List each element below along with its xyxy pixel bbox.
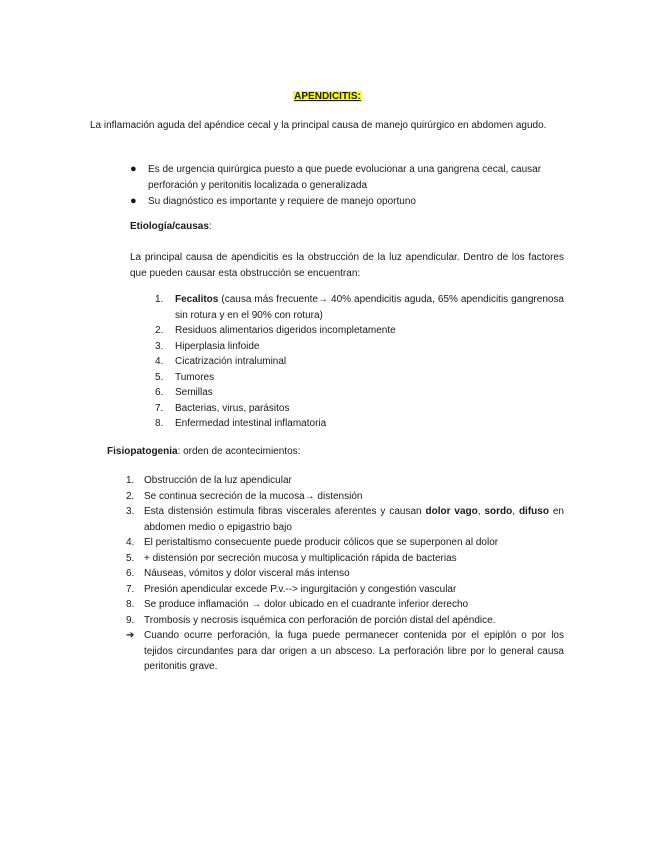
bullet-dot-icon: ●	[130, 163, 137, 175]
arrow-right-icon: ➔	[126, 630, 135, 641]
list-item: 9. Trombosis y necrosis isquémica con perforación de porción distal del apéndice.	[126, 614, 496, 626]
intro-paragraph: La inflamación aguda del apéndice cecal y la principal causa de manejo quirúrgico en abdomen agudo.	[90, 120, 547, 131]
bullet-list	[130, 162, 564, 211]
list-item: 3. Esta distensión estimula fibras viscerales aferentes y causan dolor vago, sordo, difuso en abdomen medio o epigastrio bajo	[126, 506, 564, 533]
bullet-item: ● Su diagnóstico es importante y requiere de manejo oportuno	[130, 194, 564, 210]
list-item: 1. Obstrucción de la luz apendicular	[126, 475, 292, 486]
causes-list	[155, 292, 564, 432]
etiologia-paragraph: La principal causa de apendicitis es la obstrucción de la luz apendicular. Dentro de los factores que pueden causar esta obstrucción se encuentran:	[130, 252, 564, 279]
list-item: 4. Cicatrización intraluminal	[155, 356, 287, 367]
list-item: 6. Semillas	[155, 387, 213, 398]
page-title: APENDICITIS:	[294, 91, 361, 102]
list-item: ➔ Cuando ocurre perforación, la fuga puede permanecer contenida por el epiplón o por los tejidos circundantes para dar origen a un absceso. La perforación libre por lo general causa peritonitis grave.	[126, 630, 564, 672]
list-item: 1. Fecalitos (causa más frecuente→ 40% apendicitis aguda, 65% apendicitis gangrenosa sin rotura y en el 90% con rotura)	[155, 294, 564, 321]
title-row	[0, 89, 655, 105]
list-item: 7. Presión apendicular excede P.v.--> ingurgitación y congestión vascular	[126, 583, 457, 595]
list-item: 3. Hiperplasia linfoide	[155, 340, 260, 352]
fisiopatogenia-heading: Fisiopatogenia: orden de acontecimientos:	[107, 446, 301, 457]
list-item: 7. Bacterias, virus, parásitos	[155, 402, 290, 414]
list-item: 2. Residuos alimentarios digeridos incompletamente	[155, 325, 396, 336]
list-item: 5. + distensión por secreción mucosa y multiplicación rápida de bacterias	[126, 552, 457, 564]
bullet-item: ● Es de urgencia quirúrgica puesto a que puede evolucionar a una gangrena cecal, causar perforación y peritonitis localizada o generalizada	[130, 163, 542, 191]
list-item: 6. Náuseas, vómitos y dolor visceral más intenso	[126, 568, 350, 579]
events-list	[126, 473, 564, 675]
list-item: 2. Se continua secreción de la mucosa→ distensión	[126, 490, 363, 502]
list-item: 8. Enfermedad intestinal inflamatoria	[155, 418, 327, 429]
list-item: 8. Se produce inflamación → dolor ubicado en el cuadrante inferior derecho	[126, 599, 469, 610]
etiologia-heading: Etiología/causas:	[130, 221, 212, 232]
list-item: 5. Tumores	[155, 371, 215, 383]
bullet-dot-icon: ●	[130, 195, 137, 207]
list-item: 4. El peristaltismo consecuente puede producir cólicos que se superponen al dolor	[126, 537, 499, 548]
